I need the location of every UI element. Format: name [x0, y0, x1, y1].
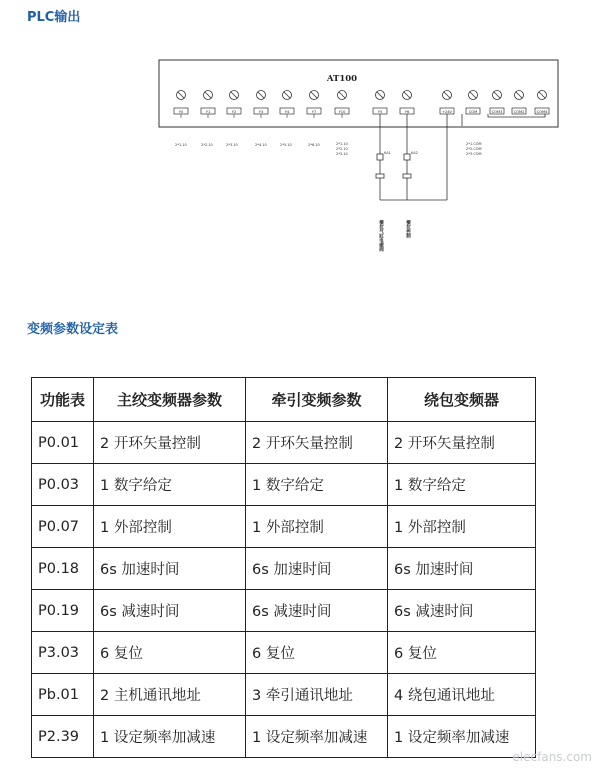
device-label: AT100	[326, 74, 358, 84]
y4-sub-label: 2*5.10	[280, 143, 292, 147]
table-cell: 6 复位	[246, 632, 388, 674]
terminal-screw	[538, 91, 547, 100]
terminal-box	[280, 108, 294, 114]
table-cell: 6s 加速时间	[246, 548, 388, 590]
terminal-label: +24V	[441, 110, 453, 114]
table-cell: 2 开环矢量控制	[388, 422, 536, 464]
plc-output-heading: PLC输出	[27, 10, 81, 25]
table-cell: Pb.01	[32, 674, 94, 716]
terminal-screw	[204, 91, 213, 100]
table-cell: 1 数字给定	[388, 464, 536, 506]
y1-sub-label: 2*2.10	[201, 143, 213, 147]
table-cell: 1 设定频率加减速	[388, 716, 536, 758]
terminal-screw	[403, 91, 412, 100]
table-header-row	[32, 378, 536, 422]
param-table-heading: 变频参数设定表	[27, 322, 119, 337]
table-cell: 6 复位	[94, 632, 246, 674]
table-cell: P0.18	[32, 548, 94, 590]
y2-sub-label: 2*3.10	[226, 143, 238, 147]
table-cell: 2 开环矢量控制	[246, 422, 388, 464]
table-cell: P0.01	[32, 422, 94, 464]
header-cell: 功能表	[32, 378, 94, 422]
terminal-box	[373, 108, 387, 114]
terminal-box	[174, 108, 188, 114]
table-row	[32, 548, 536, 590]
plc-wiring-diagram	[0, 50, 600, 270]
com-sub-label-a: 2*1.COM	[466, 142, 482, 146]
com-sub-label-c: 2*3.COM	[466, 152, 482, 156]
table-cell: 1 外部控制	[388, 506, 536, 548]
table-row	[32, 716, 536, 758]
vertical-label-right: 横拉控制	[405, 220, 411, 238]
header-cell: 牵引变频参数	[246, 378, 388, 422]
terminal-label: Y4	[284, 110, 290, 114]
terminal-screw	[469, 91, 478, 100]
table-cell: 1 外部控制	[246, 506, 388, 548]
terminal-screw	[493, 91, 502, 100]
vertical-label-left: 横拉气缸电磁阀	[378, 220, 384, 252]
terminal-label: Y7	[311, 110, 317, 114]
com-sub-label-b: 2*2.COM	[466, 147, 482, 151]
y7-sub-label: 2*6.10	[308, 143, 320, 147]
param-table	[31, 377, 536, 758]
y10-sub-label-b: 2*2.10	[336, 147, 348, 151]
terminal-label: Y1	[205, 110, 211, 114]
terminal-box	[307, 108, 321, 114]
table-cell: 6s 加速时间	[94, 548, 246, 590]
table-cell: 1 设定频率加减速	[246, 716, 388, 758]
terminal-box	[535, 108, 549, 114]
terminal-box	[335, 108, 349, 114]
table-cell: 6s 减速时间	[246, 590, 388, 632]
terminal-label: Y5	[377, 110, 383, 114]
table-row	[32, 422, 536, 464]
terminal-label: Y10	[338, 110, 346, 114]
table-cell: 1 外部控制	[94, 506, 246, 548]
table-cell: P0.07	[32, 506, 94, 548]
relay-b-label: KA2	[411, 151, 418, 155]
table-cell: 6s 减速时间	[94, 590, 246, 632]
terminal-box	[466, 108, 480, 114]
terminal-box	[227, 108, 241, 114]
terminal-box	[512, 108, 526, 114]
relay-a-label: KA1	[384, 151, 391, 155]
table-cell: P0.19	[32, 590, 94, 632]
terminal-screw	[230, 91, 239, 100]
terminal-screw	[443, 91, 452, 100]
watermark: elecfans.com	[512, 750, 592, 764]
table-cell: P3.03	[32, 632, 94, 674]
terminal-label: COM2	[513, 110, 525, 114]
terminal-screw	[257, 91, 266, 100]
y10-sub-label-c: 2*3.10	[336, 152, 348, 156]
terminal-screw	[515, 91, 524, 100]
table-row	[32, 506, 536, 548]
terminal-label: Y3	[258, 110, 264, 114]
table-cell: 1 数字给定	[246, 464, 388, 506]
header-cell: 绕包变频器	[388, 378, 536, 422]
terminal-screw	[177, 91, 186, 100]
y3-sub-label: 2*4.10	[255, 143, 267, 147]
terminal-screw	[376, 91, 385, 100]
terminal-box	[440, 108, 454, 114]
terminal-label: Y2	[231, 110, 237, 114]
table-cell: 6s 减速时间	[388, 590, 536, 632]
table-cell: P2.39	[32, 716, 94, 758]
terminal-label: Y6	[404, 110, 410, 114]
table-cell: 2 主机通讯地址	[94, 674, 246, 716]
terminal-label: COM3	[491, 110, 503, 114]
table-cell: 6 复位	[388, 632, 536, 674]
terminal-box	[254, 108, 268, 114]
y10-sub-label-a: 2*1.10	[336, 142, 348, 146]
table-cell: P0.03	[32, 464, 94, 506]
terminal-box	[400, 108, 414, 114]
terminal-label: COM	[468, 110, 478, 114]
table-cell: 3 牵引通讯地址	[246, 674, 388, 716]
table-cell: 6s 加速时间	[388, 548, 536, 590]
header-cell: 主绞变频器参数	[94, 378, 246, 422]
terminal-label: Y0	[178, 110, 184, 114]
table-row	[32, 632, 536, 674]
terminal-screw	[338, 91, 347, 100]
terminal-screw	[283, 91, 292, 100]
table-cell: 1 设定频率加减速	[94, 716, 246, 758]
table-cell: 2 开环矢量控制	[94, 422, 246, 464]
table-row	[32, 464, 536, 506]
terminal-screw	[310, 91, 319, 100]
table-cell: 4 绕包通讯地址	[388, 674, 536, 716]
terminal-box	[201, 108, 215, 114]
table-row	[32, 590, 536, 632]
terminal-box	[490, 108, 504, 114]
table-cell: 1 数字给定	[94, 464, 246, 506]
y0-sub-label: 2*1.10	[175, 143, 187, 147]
table-row	[32, 674, 536, 716]
terminal-label: COM4	[536, 110, 548, 114]
